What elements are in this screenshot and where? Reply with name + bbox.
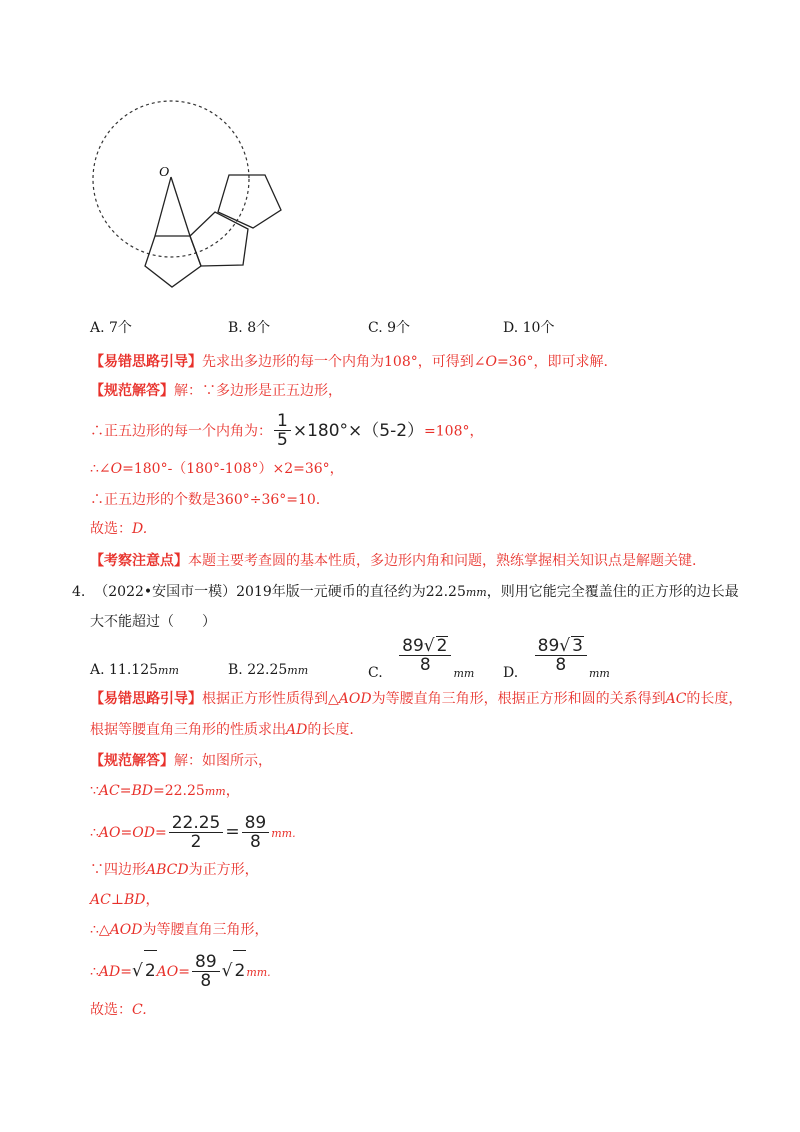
q3-choice: 故选：D.	[90, 521, 148, 537]
radius-right	[171, 177, 190, 236]
option-a[interactable]: A. 7个	[90, 320, 132, 336]
radius-left	[155, 177, 171, 236]
geometry-figure	[0, 0, 800, 310]
q4-option-d[interactable]: D. $\frac{89√ 3}{8}$ $_{mm}$	[503, 636, 610, 681]
q3-step2: ∴∠O=180°-（180°-108°）×2=36°，	[90, 461, 344, 477]
q4-step6: ∴AD=√ 2AO= $\frac{89}{8}$ √ 2mm.	[90, 951, 271, 991]
q4-option-b[interactable]: B. 22.25mm	[228, 662, 309, 678]
q4-step3: ∵四边形ABCD为正方形，	[90, 862, 259, 878]
q3-note: 【考察注意点】本题主要考查圆的基本性质，多边形内角和问题，熟练掌握相关知识点是解题关键.	[90, 553, 697, 569]
q4-stem-line1: 4. （2022•安国市一模）2019年版一元硬币的直径约为22.25mm，则用它能完全覆盖住的正方形的边长最	[72, 584, 739, 600]
q3-step3: ∴正五边形的个数是360°÷36°=10.	[90, 492, 321, 508]
q3-step1: ∴正五边形的每一个内角为： $\frac{1}{5}$ ×180°×（5-2）=108°，	[90, 411, 484, 450]
q4-choice: 故选：C.	[90, 1002, 147, 1018]
option-d[interactable]: D. 10个	[503, 320, 555, 336]
q4-hint-line2: 根据等腰直角三角形的性质求出AD的长度.	[90, 722, 354, 738]
option-c[interactable]: C. 9个	[368, 320, 411, 336]
center-label-o: O	[159, 165, 170, 180]
q4-option-c[interactable]: C. $\frac{89√ 2}{8}$ $_{mm}$	[368, 636, 475, 681]
q4-step4: AC⊥BD，	[90, 892, 160, 908]
q4-step1: ∵AC=BD=22.25mm，	[90, 783, 240, 799]
q4-stem-line2: 大不能超过（ ）	[90, 614, 216, 630]
pentagon-top-right	[218, 175, 281, 228]
q4-step5: ∴△AOD为等腰直角三角形，	[90, 922, 269, 938]
option-b[interactable]: B. 8个	[228, 320, 271, 336]
q3-answer-intro: 【规范解答】解：∵多边形是正五边形，	[90, 383, 342, 399]
q4-hint-line1: 【易错思路引导】根据正方形性质得到△AOD为等腰直角三角形，根据正方形和圆的关系得到AC的长度，	[90, 691, 743, 707]
pentagon-middle	[190, 212, 248, 266]
q4-step2: ∴AO=OD= $\frac{22.25}{2}$ = $\frac{89}{8}$ mm.	[90, 812, 296, 852]
q4-answer-intro: 【规范解答】解：如图所示，	[90, 753, 272, 769]
q3-hint: 【易错思路引导】先求出多边形的每一个内角为108°，可得到∠O=36°，即可求解.	[90, 354, 608, 370]
fraction: $\frac{1}{5}$	[274, 412, 291, 449]
q4-option-a[interactable]: A. 11.125mm	[90, 662, 179, 678]
